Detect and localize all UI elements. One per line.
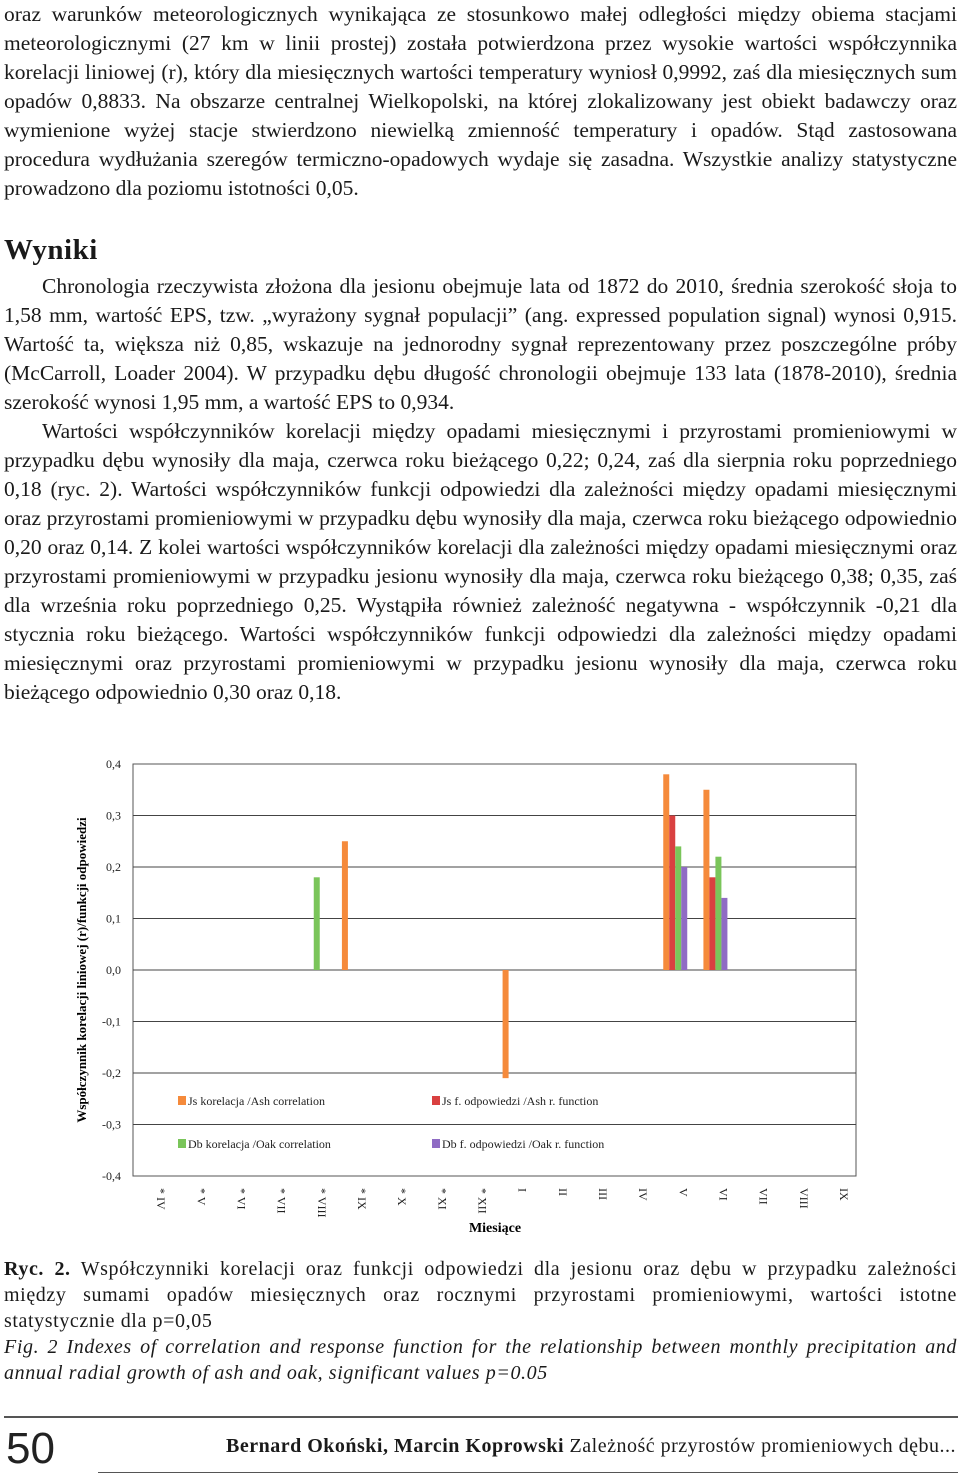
paragraph-chronology: Chronologia rzeczywista złożona dla jesionu obejmuje lata od 1872 do 2010, średnia szerokość słoja to 1,58 mm, wartość EPS, tzw. „wyrażony sygnał populacji” (ang. expressed population signal) wynosi 0,915. Wartość ta, większa niż 0,85, wskazuje na jednorodny sygnał reprezentowany przez poszczególne próby (McCarroll, Loader 2004). W przypadku dębu długość chronologii obejmuje 133 lata (1878-2010), średnia szerokość wynosi 1,95 mm, a wartość EPS to 0,934.	[4, 274, 957, 414]
legend-label: Js korelacja /Ash correlation	[188, 1094, 325, 1108]
x-tick-label: III	[595, 1188, 610, 1200]
bar	[663, 774, 669, 970]
y-tick-label: -0,4	[102, 1169, 121, 1183]
y-tick-label: 0,4	[106, 757, 121, 771]
bar	[709, 877, 715, 970]
legend-swatch	[178, 1096, 186, 1105]
figure-caption-text: Współczynniki korelacji oraz funkcji odpowiedzi dla jesionu oraz dębu w przypadku zależności między sumami opadów miesięcznych oraz rocznymi przyrostami promieniowymi, wartości istotne statystycznie dla p=0,05	[4, 1258, 957, 1332]
page-number: 50	[6, 1424, 55, 1473]
bar	[721, 898, 727, 970]
figure-label: Ryc. 2.	[4, 1258, 71, 1280]
bar	[681, 867, 687, 970]
y-tick-label: 0,3	[106, 808, 121, 823]
x-tick-label: IX	[836, 1188, 851, 1201]
legend-swatch	[178, 1139, 186, 1148]
x-tick-label: * V	[194, 1188, 209, 1206]
bar	[703, 790, 709, 970]
x-tick-label: * IV	[154, 1188, 169, 1210]
x-tick-label: VI	[716, 1188, 731, 1201]
bar	[342, 841, 348, 970]
legend-swatch	[432, 1096, 440, 1105]
x-tick-label: * XII	[475, 1188, 490, 1214]
section-heading-results: Wyniki	[4, 234, 98, 266]
bar	[715, 857, 721, 970]
figure-caption-pl	[4, 1256, 957, 1334]
bar	[314, 877, 320, 970]
x-tick-label: I	[515, 1188, 530, 1192]
legend-swatch	[432, 1139, 440, 1148]
bar	[669, 816, 675, 971]
bar	[675, 846, 681, 970]
x-tick-label: VII	[756, 1188, 771, 1205]
x-tick-label: * X	[395, 1188, 410, 1206]
footer-authors: Bernard Okoński, Marcin Koprowski	[226, 1435, 565, 1457]
footer-rule-bottom	[98, 1472, 958, 1473]
x-tick-label: IV	[636, 1188, 651, 1201]
x-tick-label: * VII	[274, 1188, 289, 1214]
y-tick-label: 0,0	[106, 963, 121, 977]
running-footer	[226, 1433, 956, 1459]
legend-label: Js f. odpowiedzi /Ash r. function	[442, 1094, 599, 1108]
figure-caption-en: Fig. 2 Indexes of correlation and response function for the relationship between monthly precipitation and annual radial growth of ash and oak, significant values p=0.05	[4, 1336, 957, 1384]
y-tick-label: -0,2	[102, 1066, 121, 1080]
x-tick-label: II	[555, 1188, 570, 1196]
x-tick-label: V	[676, 1188, 691, 1197]
y-tick-label: 0,2	[106, 860, 121, 874]
x-tick-label: * VIII	[314, 1188, 329, 1218]
x-tick-label: VIII	[796, 1188, 811, 1209]
y-axis-label: Współczynnik korelacji liniowej (r)/funkcji odpowiedzi	[74, 817, 89, 1123]
footer-rule-top	[4, 1416, 958, 1418]
x-tick-label: * XI	[435, 1188, 450, 1210]
paragraph-methods: oraz warunków meteorologicznych wynikająca ze stosunkowo małej odległości między obiema stacjami meteorologicznymi (27 km w linii prostej) została potwierdzona przez wysokie wartości współczynnika korelacji liniowej (r), który dla miesięcznych wartości temperatury wyniosł 0,9992, zaś dla miesięcznych sum opadów 0,8833. Na obszarze centralnej Wielkopolski, na której zlokalizowany jest obiekt badawczy oraz wymienione wyżej stacje stwierdzono niewielką zmienność temperatury i opadów. Stąd zastosowana procedura wydłużania szeregów termiczno-opadowych wydaje się zasadna. Wszystkie analizy statystyczne prowadzono dla poziomu istotności 0,05.	[4, 2, 957, 200]
bar	[503, 970, 509, 1078]
legend-label: Db korelacja /Oak correlation	[188, 1137, 331, 1151]
correlation-bar-chart	[0, 752, 960, 1242]
x-tick-label: * IX	[354, 1188, 369, 1210]
footer-title: Zależność przyrostów promieniowych dębu...	[564, 1435, 956, 1457]
legend-label: Db f. odpowiedzi /Oak r. function	[442, 1137, 605, 1151]
x-axis-label: Miesiące	[468, 1221, 522, 1236]
y-tick-label: -0,3	[102, 1117, 121, 1132]
y-tick-label: 0,1	[106, 911, 121, 926]
y-tick-label: -0,1	[102, 1014, 121, 1029]
paragraph-correlation: Wartości współczynników korelacji między opadami miesięcznymi i przyrostami promieniowymi w przypadku dębu wynosiły dla maja, czerwca roku bieżącego 0,22; 0,24, zaś dla sierpnia roku poprzedniego 0,18 (ryc. 2). Wartości współczynników funkcji odpowiedzi dla zależności między opadami miesięcznymi oraz przyrostami promieniowymi w przypadku dębu wynosiły dla maja, czerwca roku bieżącego odpowiednio 0,20 oraz 0,14. Z kolei wartości współczynników korelacji dla zależności między opadami miesięcznymi oraz przyrostami promieniowymi w przypadku jesionu wynosiły dla maja, czerwca roku bieżącego 0,38; 0,35, zaś dla września roku poprzedniego 0,25. Wystąpiła również zależność negatywna - współczynnik -0,21 dla stycznia roku bieżącego. Wartości współczynników funkcji odpowiedzi dla zależności między opadami miesięcznymi oraz przyrostami promieniowymi w przypadku jesionu wynosiły dla maja, czerwca roku bieżącego odpowiednio 0,30 oraz 0,18.	[4, 419, 957, 704]
x-tick-label: * VI	[234, 1188, 249, 1210]
